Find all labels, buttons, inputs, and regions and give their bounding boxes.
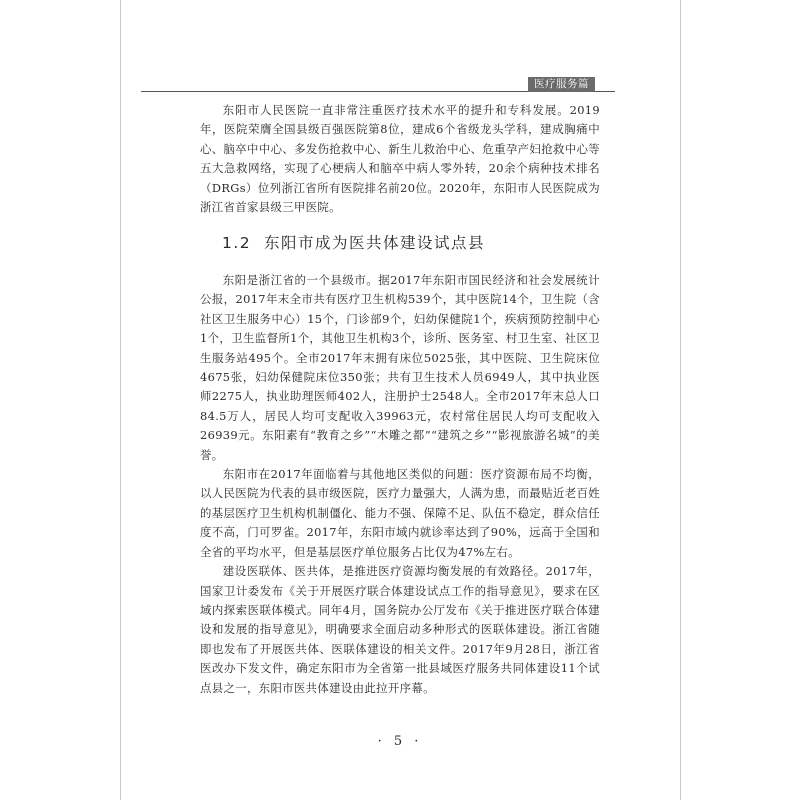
intro-paragraph: 东阳市人民医院一直非常注重医疗技术水平的提升和专科发展。2019年，医院荣膺全国县级百强医院第8位，建成6个省级龙头学科，建成胸痛中心、脑卒中中心、多发伤抢救中心、新生儿救治中心、危重孕产妇抢救中心等五大急救网络，实现了心梗病人和脑卒中病人零外转，20余个病种技术排名（DRGs）位列浙江省所有医院排名前20位。2020年，东阳市人民医院成为浙江省首家县级三甲医院。	[200, 103, 600, 215]
section-heading	[222, 231, 485, 253]
page-number: · 5 ·	[377, 734, 423, 749]
body-paragraph: 建设医联体、医共体，是推进医疗资源均衡发展的有效路径。2017年，国家卫计委发布《关于开展医疗联合体建设试点工作的指导意见》，要求在区域内探索医联体模式。同年4月，国务院办公厅发布《关于推进医疗联合体建设和发展的指导意见》，明确要求全面启动多种形式的医联体建设。浙江省随即也发布了开展医共体、医联体建设的相关文件。2017年9月28日，浙江省医改办下发文件，确定东阳市为全省第一批县域医疗服务共同体建设11个试点县之一，东阳市医共体建设由此拉开序幕。	[200, 564, 600, 695]
section-tag: 医疗服务篇	[528, 77, 595, 92]
intro-text	[200, 101, 600, 217]
section-body	[200, 271, 600, 698]
body-paragraph: 东阳市在2017年面临着与其他地区类似的问题：医疗资源布局不均衡，以人民医院为代表的县市级医院，医疗力量强大，人满为患，而最贴近老百姓的基层医疗卫生机构机制僵化、能力不强、保障不足、队伍不稳定，群众信任度不高，门可罗雀。2017年，东阳市域内就诊率达到了90%，远高于全国和全省的平均水平，但是基层医疗单位服务占比仅为47%左右。	[200, 467, 600, 559]
section-title: 东阳市成为医共体建设试点县	[264, 234, 486, 252]
body-paragraph: 东阳是浙江省的一个县级市。据2017年东阳市国民经济和社会发展统计公报，2017年末全市共有医疗卫生机构539个，其中医院14个，卫生院（含社区卫生服务中心）15个，门诊部9个，妇幼保健院1个，疾病预防控制中心1个，卫生监督所1个，其他卫生机构3个，诊所、医务室、村卫生室、社区卫生服务站495个。全市2017年末拥有床位5025张，其中医院、卫生院床位4675张，妇幼保健院床位350张；共有卫生技术人员6949人，其中执业医师2275人，执业助理医师402人，注册护士2548人。全市2017年末总人口84.5万人，居民人均可支配收入39963元，农村常住居民人均可支配收入26939元。东阳素有“教育之乡”“木雕之都”“建筑之乡”“影视旅游名城”的美誉。	[200, 273, 600, 462]
section-number: 1.2	[222, 234, 252, 252]
